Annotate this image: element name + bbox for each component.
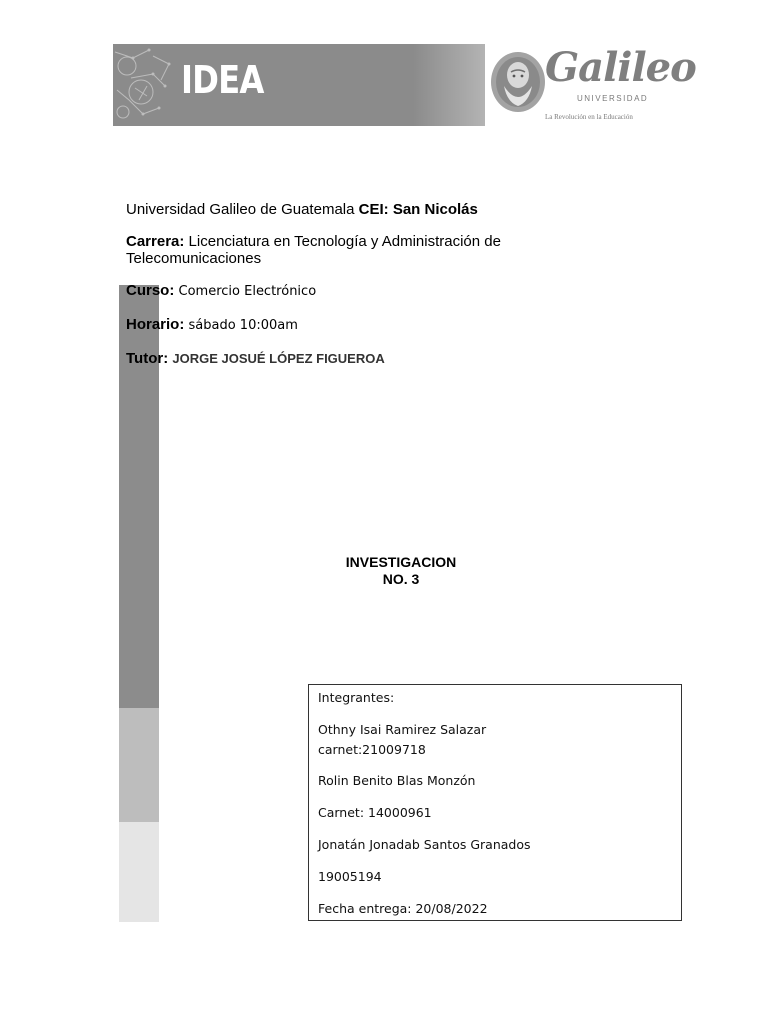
galileo-emblem-icon	[489, 50, 547, 114]
galileo-universidad-label: UNIVERSIDAD	[577, 94, 649, 103]
side-bar-light	[119, 822, 159, 922]
tutor-value: JORGE JOSUÉ LÓPEZ FIGUEROA	[172, 351, 385, 366]
tutor-line	[126, 350, 385, 367]
curso-label: Curso:	[126, 282, 175, 299]
horario-value: sábado 10:00am	[188, 318, 298, 333]
tutor-label: Tutor:	[126, 350, 169, 367]
title-line1: INVESTIGACION	[345, 554, 457, 570]
carrera-label: Carrera:	[126, 233, 185, 250]
side-bar-mid	[119, 708, 159, 822]
members-heading: Integrantes:	[318, 690, 395, 705]
curso-line	[126, 282, 316, 299]
university-name: Universidad Galileo de Guatemala	[126, 201, 355, 218]
horario-label: Horario:	[126, 316, 185, 333]
idea-logo: IDEA	[181, 58, 264, 102]
horario-line	[126, 316, 298, 333]
title-line2: NO. 3	[382, 571, 420, 587]
member1-name: Othny Isai Ramirez Salazar	[318, 722, 487, 737]
member3-carnet: 19005194	[318, 869, 382, 884]
delivery-date: Fecha entrega: 20/08/2022	[318, 901, 488, 916]
galileo-wordmark: Galileo	[545, 44, 696, 91]
member2-carnet: Carnet: 14000961	[318, 805, 432, 820]
carrera-value-line1: Licenciatura en Tecnología y Administración de	[188, 233, 501, 250]
document-title	[301, 554, 501, 588]
cei-label: CEI:	[358, 201, 389, 218]
member1-carnet: carnet:21009718	[318, 742, 426, 757]
cei-value: San Nicolás	[392, 201, 478, 218]
side-bar-dark	[119, 285, 159, 708]
member2-name: Rolin Benito Blas Monzón	[318, 773, 476, 788]
university-line	[126, 201, 478, 218]
galileo-tagline: La Revolución en la Educación	[545, 113, 633, 121]
curso-value: Comercio Electrónico	[178, 284, 317, 299]
idea-banner	[113, 44, 485, 126]
member3-name: Jonatán Jonadab Santos Granados	[318, 837, 531, 852]
carrera-line	[126, 233, 501, 267]
members-box	[308, 684, 682, 921]
carrera-value-line2: Telecomunicaciones	[126, 250, 262, 267]
header-banner	[113, 44, 696, 126]
banner-fade	[413, 44, 485, 126]
